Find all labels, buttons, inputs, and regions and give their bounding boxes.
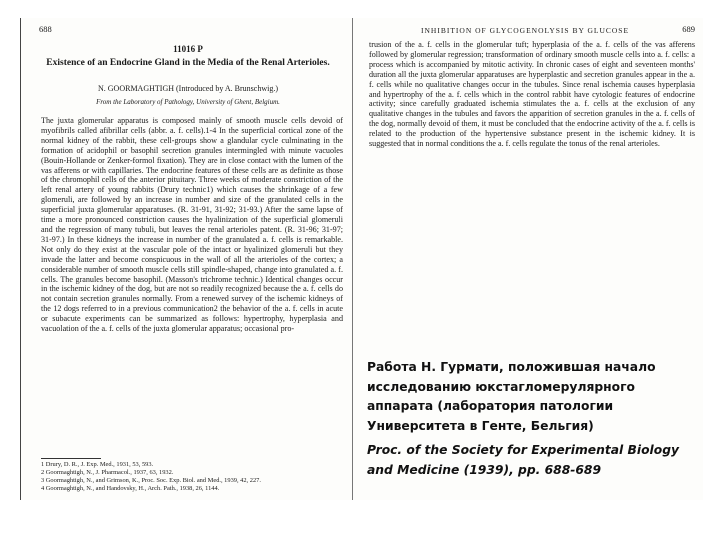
footnote: 2 Goormaghtigh, N., J. Pharmacol., 1937, 63, 1932. [41,469,174,476]
running-header: INHIBITION OF GLYCOGENOLYSIS BY GLUCOSE [421,26,630,35]
slide-caption: Работа Н. Гурмати, положившая начало исследованию юкстагломерулярного аппарата (лаборатория патологии Университета в Генте, Бельгия) [367,360,656,433]
left-journal-page [29,18,347,500]
footnote-rule [41,458,101,459]
footnote: 4 Goormaghtigh, N., and Handovsky, H., Arch. Path., 1938, 26, 1144. [41,485,220,492]
right-body-text: trusion of the a. f. cells in the glomerular tuft; hyperplasia of the a. f. cells of the vas afferens followed by glomerular regression; transformation of ordinary smooth muscle cells into a. f. cells: a process which is accompanied by mitotic activity. In chronic cases of eight and seventeen months' duration all the juxta glomerular apparatuses are hyperplastic and secretion granules appear in the a. f. cells while no qualitative changes occur in the tubules. Since renal ischemia causes hyperplasia and hypertrophy of the a. f. cells which in the control rabbit have cytologic features of endocrine activity; since carefully graduated ischemia stimulates the a. f. cells at the exclusion of any qualitative changes in the tubules and favors the apparition of secretion granules in the a. f. cells of the dog, normally devoid of them, it must be concluded that the endocrine activity of the a. f. cells is related to the production of the hypertensive substance present in the ischemic kidney. It is suggested that in normal conditions the a. f. cells regulate the tonus of the renal arterioles. [369,40,695,149]
page-gutter [352,18,353,500]
footnotes [41,461,343,493]
left-page-number: 688 [39,24,52,34]
article-author: N. GOORMAGHTIGH (Introduced by A. Brunschwig.) [98,84,278,93]
article-title: Existence of an Endocrine Gland in the Media of the Renal Arterioles. [46,58,330,68]
footnote: 3 Goormaghtigh, N., and Grimson, K., Proc. Soc. Exp. Biol. and Med., 1939, 42, 227. [41,477,261,484]
right-page-number: 689 [682,24,695,34]
left-body-text: The juxta glomerular apparatus is composed mainly of smooth muscle cells devoid of myofibrils called afibrillar cells (abbr. a. f. cells).1-4 In the superficial cortical zone of the normal kidney of the rabbit, these cell-groups show a glandular cycle culminating in the formation of acidophil or basophil secretion granules intermingled with minute vacuoles (Bouin-Hollande or Zenker-formol fixation). They are in close contact with the lumen of the vas afferens or with capillaries. The endocrine features of these cells are as definite as those of the chromophil cells of the anterior pituitary. Three weeks of moderate constriction of the left renal artery of young rabbits (Drury technic1) which causes the shrinkage of a few glomeruli, are followed by an increase in number and size of the granulated cells in the superficial juxta glomerular apparatuses. (R. 31-91, 31-92; 31-93.) After the same lapse of time a more pronounced constriction causes the hyalinization of the superficial glomeruli and the regression of many tubuli, but leaves the renal arterioles patent. (R. 31-96; 31-97; 31-97.) In these kidneys the increase in number of the granulated a. f. cells is remarkable. Not only do they exist at the vascular pole of the intact or hyalinized glomeruli but they invade the latter and become conspicuous in the wall of all the arterioles of the cortex; a considerable number of smooth muscle cells still spindle-shaped, change into granulated a. f. cells. The granules become basophil. (Masson's trichrome technic.) Identical changes occur in the ischemic kidney of the dog, but are not so readily recognized because the a. f. cells do not contain secretion granules normally. From a renewed survey of the ischemic kidneys of the 12 dogs referred to in a previous communication2 the behavior of the a. f. cells in acute or subacute experiments can be summarized as follows: hypertrophy, hyperplasia and vacuolation of the a. f. cells of the juxta glomerular apparatus; occasional pro- [41,116,343,334]
source-citation: Proc. of the Society for Experimental Biology and Medicine (1939), pp. 688-689 [367,443,680,477]
footnote: 1 Drury, D. R., J. Exp. Med., 1931, 53, 593. [41,461,154,468]
article-affiliation: From the Laboratory of Pathology, University of Ghent, Belgium. [96,98,280,106]
article-number: 11016 P [173,44,203,54]
